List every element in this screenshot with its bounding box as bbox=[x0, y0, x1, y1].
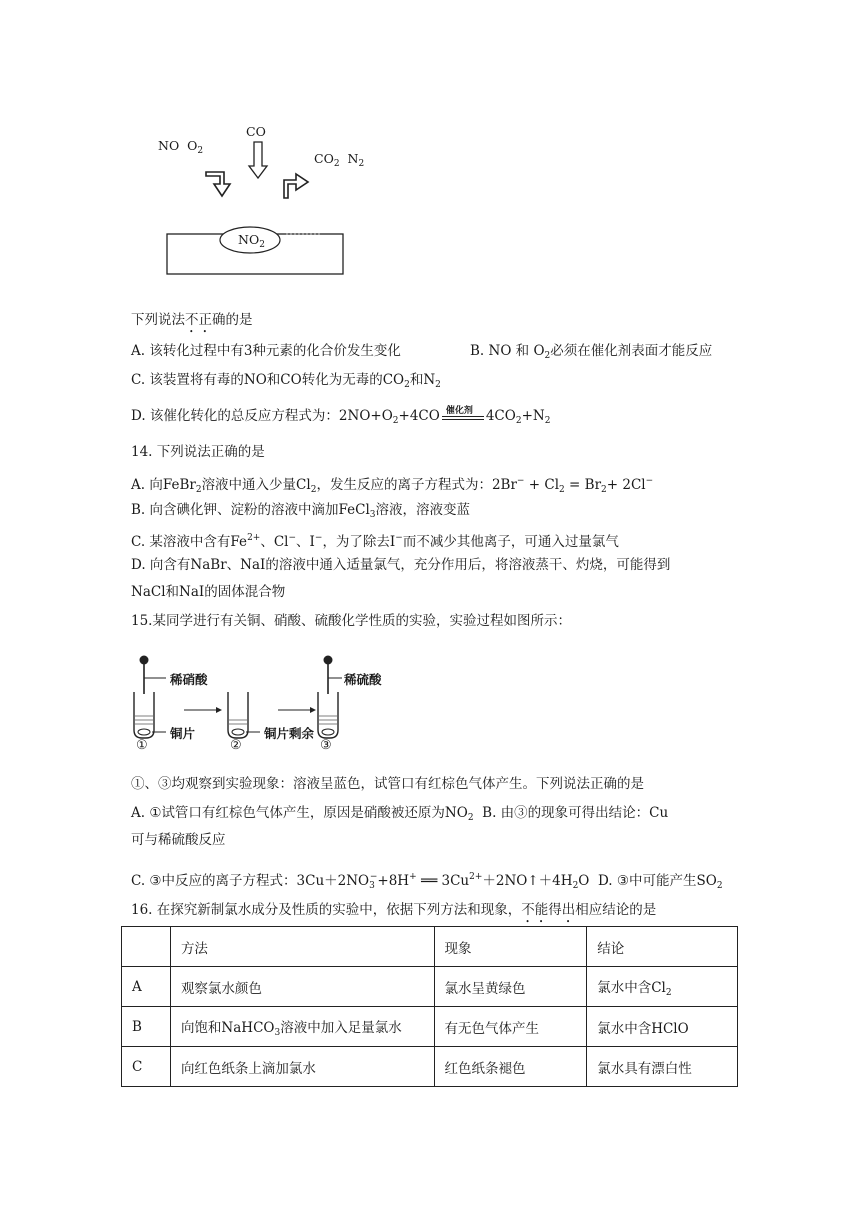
q16-stem: 16. 在探究新制氯水成分及性质的实验中，依据下列方法和现象，不能得出相应结论的是 bbox=[131, 902, 657, 918]
tube-number-3: ③ bbox=[320, 738, 332, 753]
q13-option-b: B. NO 和 $O_2$必须在催化剂表面才能反应 bbox=[470, 343, 713, 361]
table-row bbox=[122, 1007, 738, 1047]
no-o2-label: NO $O_2$ bbox=[158, 138, 204, 156]
label-h2so4: 稀硫酸 bbox=[344, 672, 382, 687]
copper-3 bbox=[322, 729, 334, 735]
table-header-cell: 结论 bbox=[587, 927, 738, 967]
q14-option-d-line2: NaCl和NaI的固体混合物 bbox=[131, 584, 286, 600]
tube-3 bbox=[318, 692, 338, 738]
q14-option-c: C. 某溶液中含有$Fe^{2+}$、Cl−、I−，为了除去I−而不减少其他离子，可通入过量氯气 bbox=[131, 533, 619, 550]
q13-option-a: A. 该转化过程中有3种元素的化合价发生变化 bbox=[131, 343, 401, 359]
arrow-1-head bbox=[216, 707, 222, 713]
table-cell-id: A bbox=[122, 967, 171, 1007]
q14-stem: 14. 下列说法正确的是 bbox=[131, 444, 265, 460]
co-down-arrow bbox=[249, 142, 267, 178]
catalyst-equals-sign: 催化剂 bbox=[440, 407, 486, 425]
no2-label: $NO_2$ bbox=[238, 232, 265, 250]
q15-option-b-line2: 可与稀硫酸反应 bbox=[131, 832, 226, 848]
co-label: CO bbox=[246, 124, 266, 139]
bent-arrow-in bbox=[206, 172, 230, 196]
table-header-cell: 现象 bbox=[434, 927, 587, 967]
table-cell-id: B bbox=[122, 1007, 171, 1047]
tube-3-liquid bbox=[319, 716, 337, 724]
q14-option-a: A. 向FeBr$_2$溶液中通入少量$Cl_2$，发生反应的离子方程式为：$2Br^- + Cl_2 = Br_2+ 2Cl^-$ bbox=[131, 476, 654, 495]
table-header-cell: 方法 bbox=[170, 927, 434, 967]
table-header-cell bbox=[122, 927, 171, 967]
q14-option-d-line1: D. 向含有NaBr、NaI的溶液中通入适量氯气，充分作用后，将溶液蒸干、灼烧，可能得到 bbox=[131, 557, 671, 573]
dropper-bulb-1 bbox=[140, 656, 149, 665]
label-cu: 铜片 bbox=[170, 726, 196, 741]
tube-number-1: ① bbox=[136, 738, 148, 753]
table-cell-phenomenon: 氯水呈黄绿色 bbox=[434, 967, 587, 1007]
table-cell-method: 观察氯水颜色 bbox=[170, 967, 434, 1007]
q15-option-a-b: A. ①试管口有红棕色气体产生，原因是硝酸被还原为$NO_2$ B. 由③的现象可得出结论：Cu bbox=[131, 805, 669, 823]
q15-option-c-d: C. ③中反应的离子方程式：$3Cu+2NO_3^-+8H^+$ ══ $3Cu^{2+}+2NO↑+4H_2O$ D. ③中可能产生$SO_2$ bbox=[131, 872, 723, 891]
dropper-bulb-3 bbox=[324, 656, 333, 665]
tube-number-2: ② bbox=[230, 738, 242, 753]
q15-stem: 15.某同学进行有关铜、硝酸、硫酸化学性质的实验，实验过程如图所示： bbox=[131, 613, 571, 629]
table-cell-method: 向饱和NaHCO$_3$溶液中加入足量氯水 bbox=[170, 1007, 434, 1047]
label-hno3: 稀硝酸 bbox=[170, 672, 208, 687]
table-cell-id: C bbox=[122, 1047, 171, 1087]
q14-option-b: B. 向含碘化钾、淀粉的溶液中滴加FeCl$_3$溶液，溶液变蓝 bbox=[131, 502, 471, 520]
copper-2 bbox=[232, 729, 244, 735]
tube-1-liquid bbox=[135, 716, 153, 724]
tube-2-liquid bbox=[229, 720, 247, 724]
table-cell-conclusion: 氯水具有漂白性 bbox=[587, 1047, 738, 1087]
co2-n2-label: $CO_2$ $N_2$ bbox=[314, 151, 365, 169]
arrow-2-head bbox=[310, 707, 316, 713]
test-tube-diagram bbox=[128, 650, 388, 755]
bent-arrow-out bbox=[284, 174, 308, 198]
table-header-row bbox=[122, 927, 738, 967]
catalyst-diagram bbox=[150, 120, 400, 280]
q13-option-d: D. 该催化转化的总反应方程式为：$2NO+O_2+4CO$ 催化剂 $4CO_2+N_2$ bbox=[131, 406, 551, 426]
table-cell-conclusion: 氯水中含HClO bbox=[587, 1007, 738, 1047]
q16-table bbox=[121, 926, 738, 1087]
table-cell-method: 向红色纸条上滴加氯水 bbox=[170, 1047, 434, 1087]
copper-1 bbox=[138, 729, 150, 735]
label-cu-left: 铜片剩余 bbox=[264, 726, 315, 741]
tube-1 bbox=[134, 692, 154, 738]
table-row bbox=[122, 1047, 738, 1087]
table-cell-conclusion: 氯水中含$Cl_2$ bbox=[587, 967, 738, 1007]
q13-option-c: C. 该装置将有毒的NO和CO转化为无毒的$CO_2$和$N_2$ bbox=[131, 372, 441, 390]
q15-observation: ①、③均观察到实验现象：溶液呈蓝色，试管口有红棕色气体产生。下列说法正确的是 bbox=[131, 776, 644, 792]
table-cell-phenomenon: 红色纸条褪色 bbox=[434, 1047, 587, 1087]
table-row bbox=[122, 967, 738, 1007]
tube-2 bbox=[228, 692, 248, 738]
q13-stem: 下列说法不正确的是 bbox=[131, 312, 253, 328]
table-cell-phenomenon: 有无色气体产生 bbox=[434, 1007, 587, 1047]
test-tube-svg bbox=[128, 650, 388, 755]
